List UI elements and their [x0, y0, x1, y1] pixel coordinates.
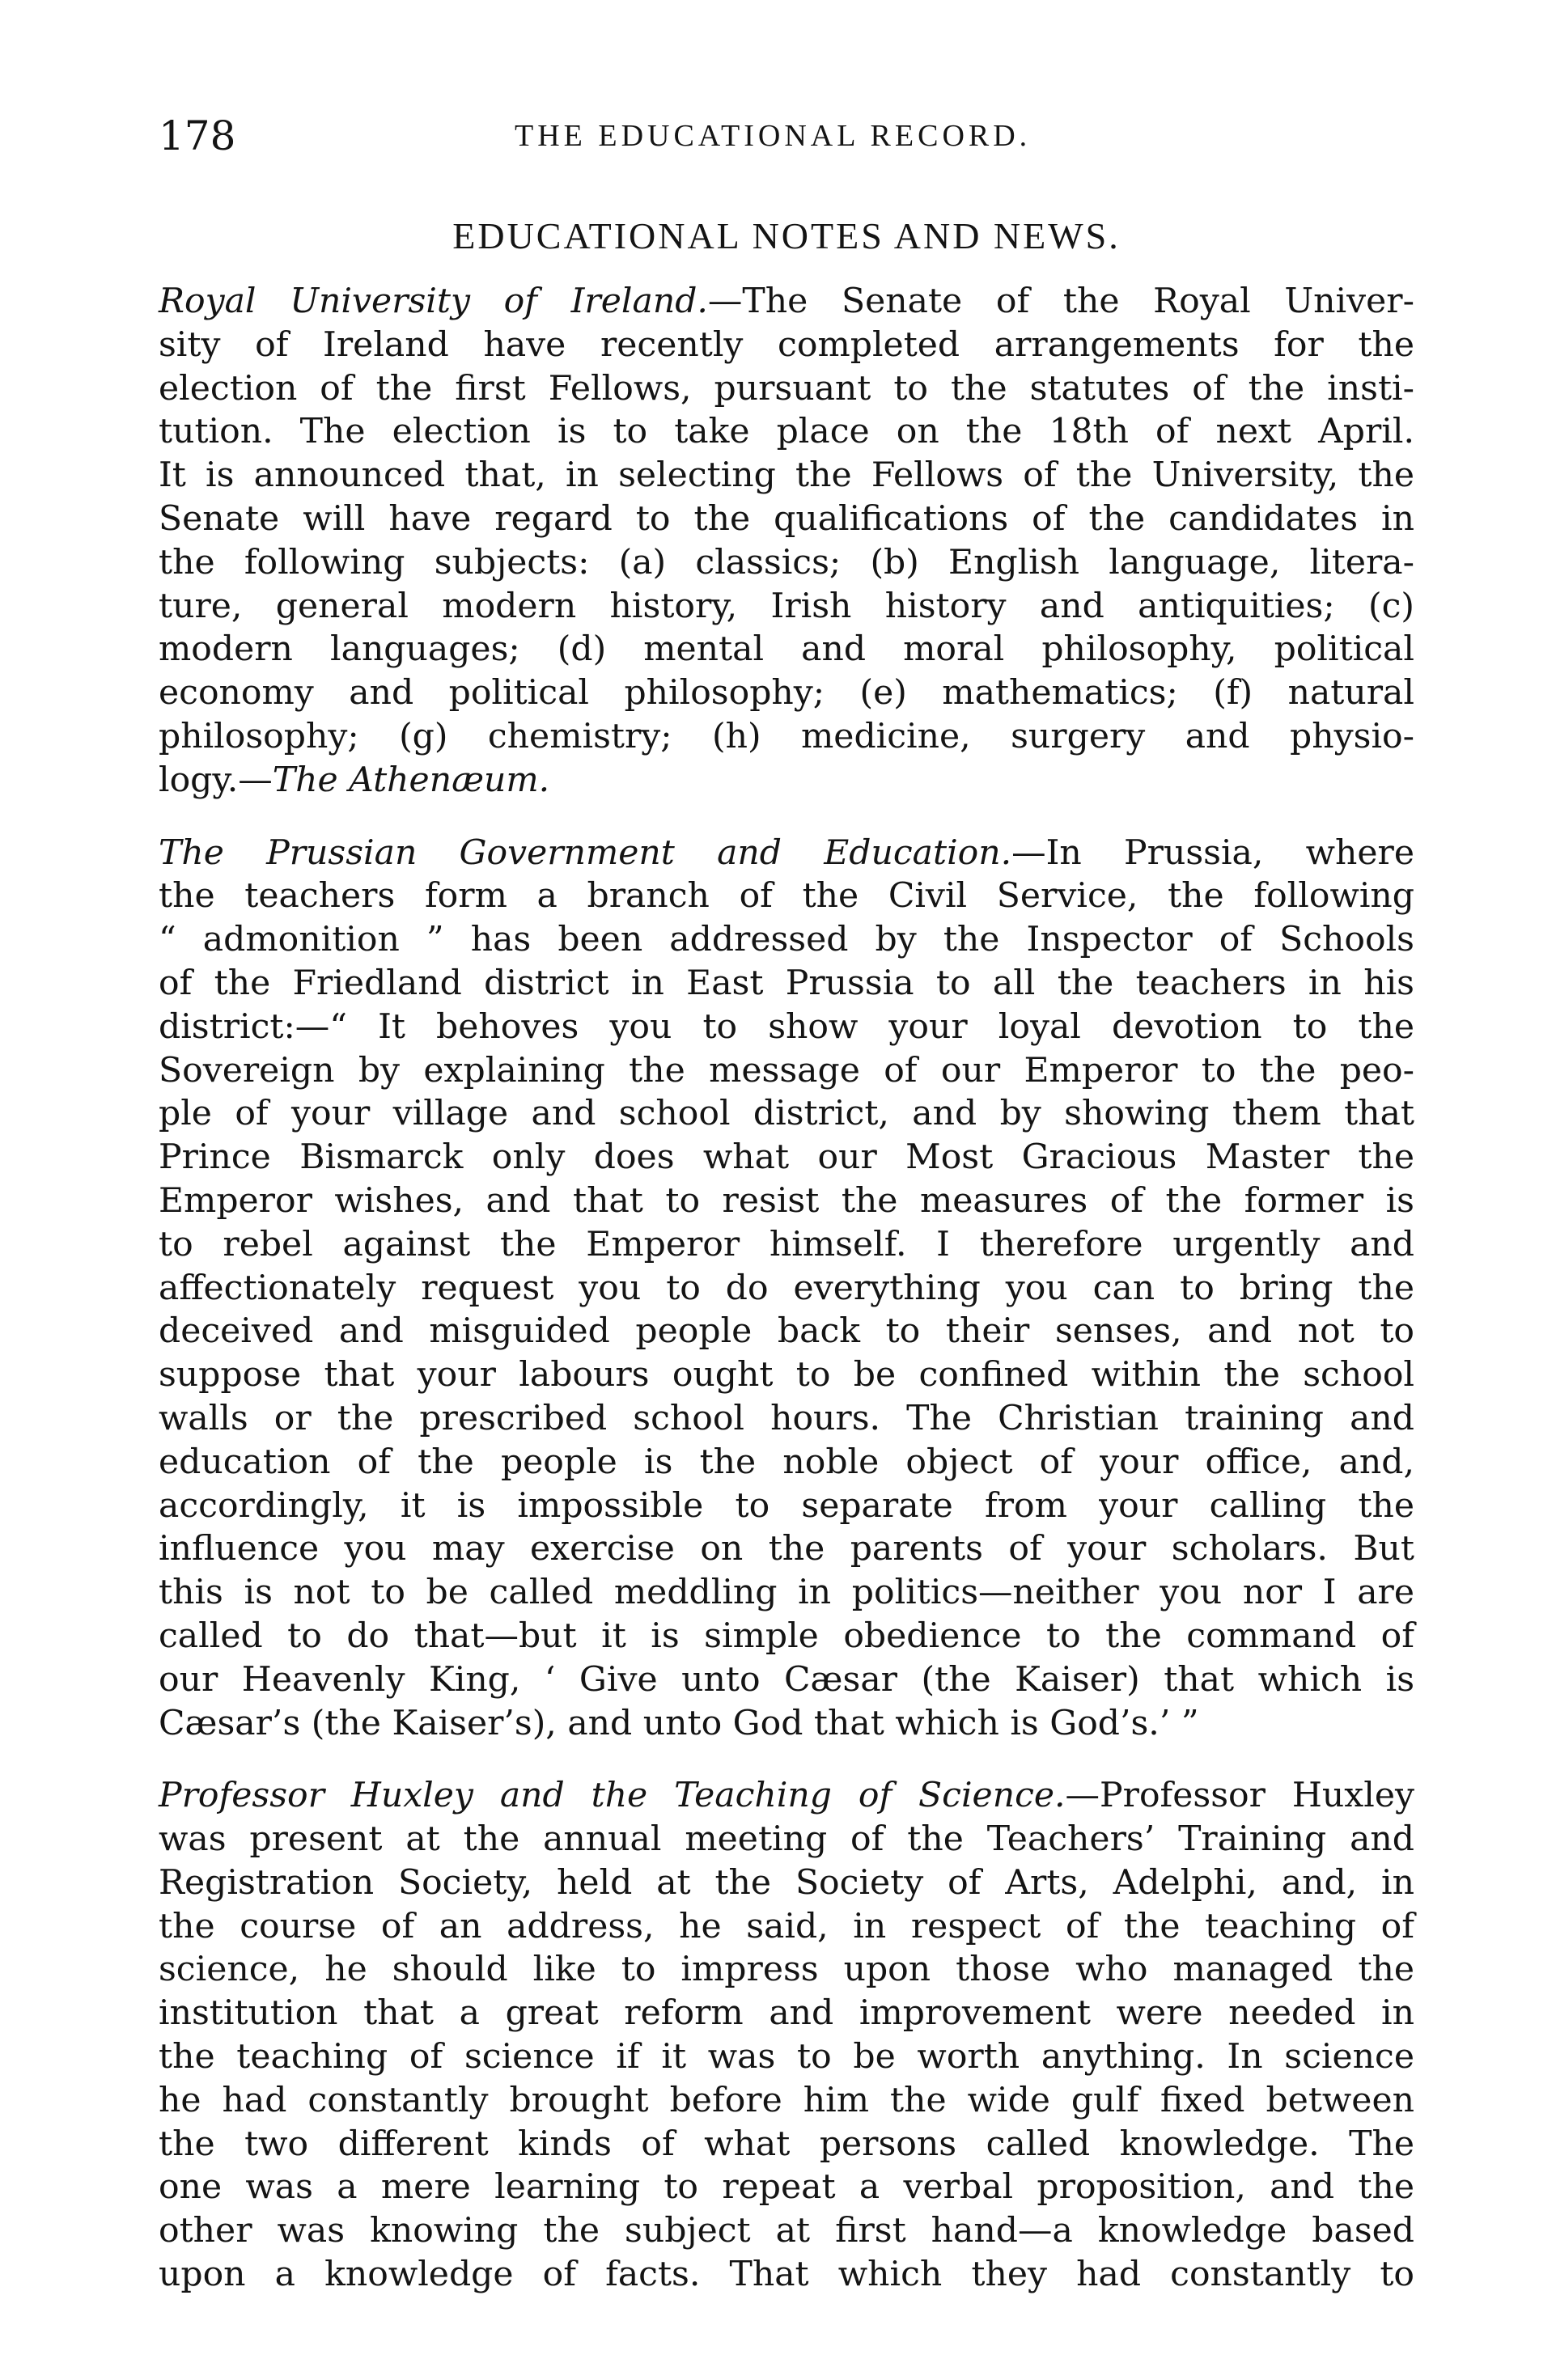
article-line: our Heavenly King, ‘ Give unto Cæsar (the Kaiser) that which is — [159, 1659, 1414, 1700]
article-heading: Royal University of Ireland. — [159, 282, 708, 321]
article-line: district:—“ It behoves you to show your loyal devotion to the — [159, 1006, 1414, 1047]
article-huxley-science — [159, 1774, 1414, 2297]
article-line: affectionately request you to do everything you can to bring the — [159, 1268, 1414, 1308]
article-line: philosophy; (g) chemistry; (h) medicine, surgery and physio- — [159, 716, 1414, 756]
article-line: other was knowing the subject at first hand—a knowledge based — [159, 2211, 1414, 2251]
article-line: one was a mere learning to repeat a verbal proposition, and the — [159, 2167, 1414, 2208]
article-line: the two different kinds of what persons called knowledge. The — [159, 2124, 1414, 2164]
article-line: deceived and misguided people back to their senses, and not to — [159, 1311, 1414, 1352]
article-line: sity of Ireland have recently completed arrangements for the — [159, 324, 1414, 365]
article-line: “ admonition ” has been addressed by the Inspector of Schools — [159, 920, 1414, 960]
article-line: tution. The election is to take place on the 18th of next April. — [159, 412, 1414, 452]
article-heading: Professor Huxley and the Teaching of Science. — [159, 1776, 1066, 1816]
article-line — [159, 1774, 1414, 1818]
article-line: upon a knowledge of facts. That which they had constantly to — [159, 2255, 1414, 2295]
article-line: of the Friedland district in East Prussia to all the teachers in his — [159, 963, 1414, 1003]
article-line: influence you may exercise on the parents of your scholars. But — [159, 1529, 1414, 1569]
section-title: EDUCATIONAL NOTES AND NEWS. — [452, 215, 1121, 256]
article-line: Cæsar’s (the Kaiser’s), and unto God that which is God’s.’ ” — [159, 1703, 1199, 1743]
page — [159, 112, 1414, 2297]
article-line: he had constantly brought before him the wide gulf fixed between — [159, 2080, 1414, 2120]
article-line: modern languages; (d) mental and moral philosophy, political — [159, 629, 1414, 670]
article-line: walls or the prescribed school hours. The Christian training and — [159, 1398, 1414, 1438]
article-line: education of the people is the noble object of your office, and, — [159, 1442, 1414, 1482]
article-text: —Professor Huxley — [1065, 1776, 1414, 1816]
article-line: this is not to be called meddling in politics—neither you nor I are — [159, 1573, 1414, 1613]
article-text: logy.— — [159, 760, 273, 800]
article-line: Registration Society, held at the Society of Arts, Adelphi, and, in — [159, 1862, 1414, 1903]
article-line: the teachers form a branch of the Civil Service, the following — [159, 876, 1414, 917]
running-head — [159, 112, 1414, 160]
article-source: The Athenæum. — [272, 760, 550, 800]
article-line: called to do that—but it is simple obedience to the command of — [159, 1616, 1414, 1656]
article-line: suppose that your labours ought to be confined within the school — [159, 1355, 1414, 1395]
article-prussian-government — [159, 832, 1414, 1746]
article-line — [159, 280, 1414, 324]
article-line: ple of your village and school district, and by showing them that — [159, 1094, 1414, 1134]
article-heading: The Prussian Government and Education. — [159, 832, 1012, 873]
article-line: accordingly, it is impossible to separate from your calling the — [159, 1485, 1414, 1526]
article-line — [159, 832, 1414, 875]
article-text: —In Prussia, where — [1011, 832, 1414, 873]
article-royal-university — [159, 280, 1414, 803]
article-line: Senate will have regard to the qualifications of the candidates in — [159, 498, 1414, 539]
page-number: 178 — [159, 112, 236, 159]
article-line: Prince Bismarck only does what our Most Gracious Master the — [159, 1137, 1414, 1178]
article-line: to rebel against the Emperor himself. I therefore urgently and — [159, 1224, 1414, 1264]
article-line: the course of an address, he said, in respect of the teaching of — [159, 1906, 1414, 1946]
article-line: the following subjects: (a) classics; (b) English language, litera- — [159, 542, 1414, 582]
article-line — [159, 759, 1414, 803]
article-line: was present at the annual meeting of the Teachers’ Training and — [159, 1819, 1414, 1860]
article-text: —The Senate of the Royal Univer- — [707, 282, 1414, 321]
article-line: Emperor wishes, and that to resist the measures of the former is — [159, 1180, 1414, 1221]
article-line: It is announced that, in selecting the Fellows of the University, the — [159, 455, 1414, 496]
article-line: science, he should like to impress upon those who managed the — [159, 1950, 1414, 1990]
article-line: ture, general modern history, Irish history and antiquities; (c) — [159, 586, 1414, 626]
article-line: economy and political philosophy; (e) mathematics; (f) natural — [159, 673, 1414, 714]
article-line: election of the first Fellows, pursuant to the statutes of the insti- — [159, 368, 1414, 409]
article-line: the teaching of science if it was to be worth anything. In science — [159, 2037, 1414, 2077]
article-line: Sovereign by explaining the message of our Emperor to the peo- — [159, 1050, 1414, 1090]
article-line: institution that a great reform and improvement were needed in — [159, 1993, 1414, 2034]
journal-title: THE EDUCATIONAL RECORD. — [515, 119, 1032, 153]
